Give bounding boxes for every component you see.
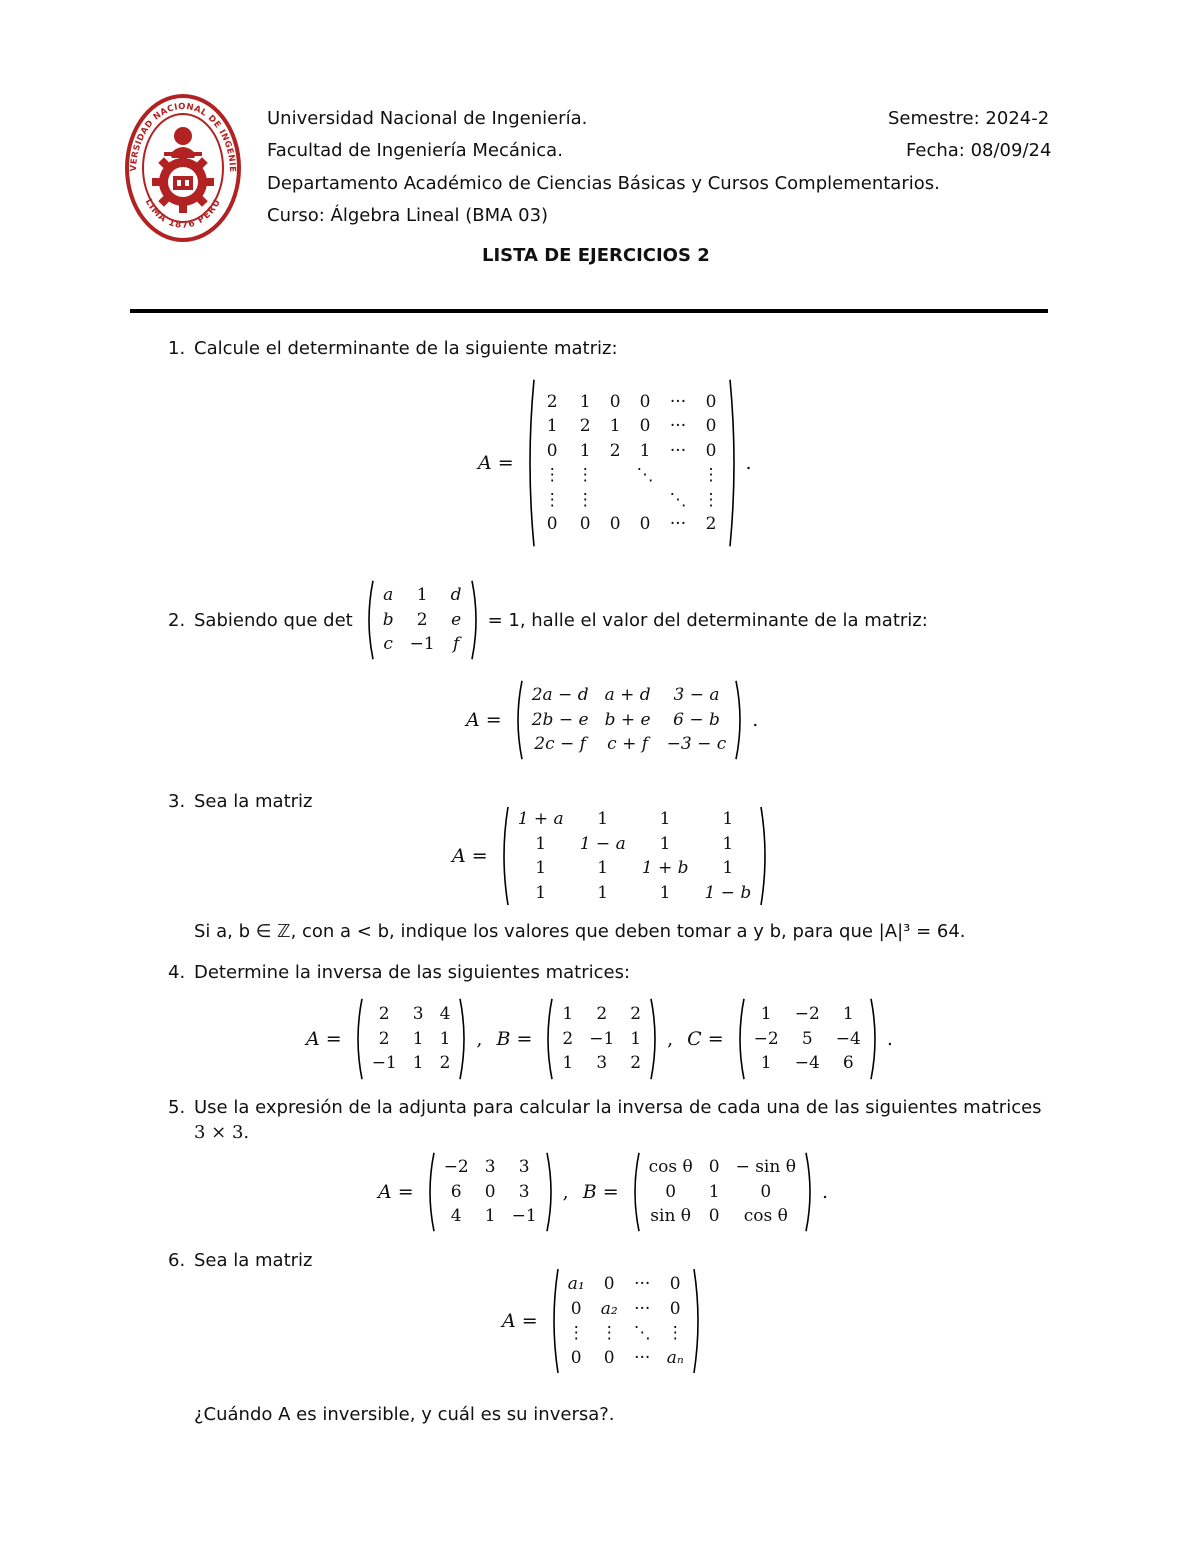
problem-4-text: Determine la inversa de las siguientes matrices: bbox=[194, 962, 631, 983]
matrix-period: . bbox=[821, 1181, 829, 1203]
matrix-label: A = bbox=[452, 845, 488, 867]
matrix-cell bbox=[662, 463, 695, 488]
matrix-cell: 1 bbox=[722, 833, 734, 854]
matrix-cell: ⋮ bbox=[567, 1323, 585, 1343]
matrix-cell: 1 bbox=[597, 882, 609, 903]
matrix-cell: 2 bbox=[378, 1028, 390, 1049]
matrix-cell: ··· bbox=[669, 514, 687, 534]
matrix-b-grid bbox=[554, 1002, 649, 1076]
matrix-c-grid bbox=[746, 1002, 869, 1076]
problem-6-matrix bbox=[502, 1268, 704, 1374]
matrix-cell: 1 bbox=[562, 1053, 574, 1074]
matrix-cell: ··· bbox=[634, 1274, 651, 1294]
matrix-cell: 0 bbox=[579, 514, 591, 534]
det-matrix-grid bbox=[375, 583, 470, 657]
matrix-cell: 1 bbox=[579, 440, 591, 461]
matrix-cell: 1 bbox=[412, 1053, 424, 1074]
matrix-a-grid bbox=[436, 1155, 545, 1229]
separator: , bbox=[667, 1028, 674, 1050]
problem-1-number: 1. bbox=[168, 338, 186, 359]
matrix-cell: −1 bbox=[589, 1028, 615, 1049]
right-paren bbox=[458, 998, 470, 1080]
matrix-cell: ⋮ bbox=[666, 1323, 684, 1343]
problem-6-number: 6. bbox=[168, 1250, 186, 1271]
matrix-cell: 3 − a bbox=[673, 685, 720, 706]
problem-5-number: 5. bbox=[168, 1097, 186, 1118]
right-paren bbox=[804, 1152, 816, 1232]
matrix-cell: 0 bbox=[639, 391, 651, 412]
right-paren bbox=[470, 580, 482, 660]
matrix-cell: 2 bbox=[439, 1053, 451, 1074]
matrix-cell: 2 bbox=[630, 1053, 642, 1074]
matrix-cell: 0 bbox=[669, 1274, 681, 1294]
problem-4-matrices bbox=[306, 998, 893, 1080]
matrix-cell: 0 bbox=[570, 1347, 582, 1368]
problem-2-text-after: = 1, halle el valor del determinante de la matriz: bbox=[487, 609, 928, 631]
matrix-cell: 1 bbox=[659, 809, 671, 829]
matrix-cell: 1 bbox=[659, 833, 671, 854]
separator: , bbox=[562, 1181, 569, 1203]
matrix-cell: 1 bbox=[439, 1028, 451, 1049]
matrix-cell: b bbox=[382, 609, 394, 630]
left-paren bbox=[524, 378, 536, 548]
matrix-cell: ⋱ bbox=[633, 1323, 651, 1343]
problem-3-question: Si a, b ∈ ℤ, con a < b, indique los valores que deben tomar a y b, para que |A|³ = 64. bbox=[194, 921, 966, 942]
matrix-b-label: B = bbox=[582, 1181, 619, 1203]
problem-3-matrix bbox=[452, 806, 771, 906]
matrix-cell: −1 bbox=[511, 1206, 537, 1227]
problem-3-text: Sea la matriz bbox=[194, 791, 313, 812]
semester: Semestre: 2024-2 bbox=[888, 108, 1050, 129]
header-divider bbox=[130, 309, 1048, 313]
matrix-cell: 1 bbox=[722, 809, 734, 829]
matrix-cell: 1 bbox=[842, 1004, 854, 1025]
problem-2-text-before: Sabiendo que det bbox=[194, 609, 353, 631]
matrix-grid bbox=[536, 390, 728, 537]
matrix-cell: ··· bbox=[669, 416, 687, 436]
matrix-cell: 0 bbox=[484, 1181, 496, 1202]
matrix-cell: aₙ bbox=[666, 1347, 684, 1368]
matrix-cell: 2c − f bbox=[534, 734, 586, 755]
matrix-cell: 0 bbox=[609, 391, 621, 412]
matrix-cell: 0 bbox=[603, 1274, 615, 1294]
right-paren bbox=[728, 378, 740, 548]
matrix-cell: 4 bbox=[439, 1004, 451, 1025]
matrix-cell: 1 bbox=[722, 858, 734, 878]
matrix-cell: 2 bbox=[705, 514, 717, 534]
matrix-cell: 1 bbox=[562, 1004, 574, 1025]
faculty-name: Facultad de Ingeniería Mecánica. bbox=[267, 140, 563, 161]
left-paren bbox=[734, 998, 746, 1080]
matrix-cell: 1 bbox=[609, 416, 621, 436]
matrix-cell: −2 bbox=[794, 1004, 820, 1025]
matrix-cell: c bbox=[383, 634, 393, 655]
matrix-cell: cos θ bbox=[648, 1157, 693, 1178]
matrix-cell: b + e bbox=[604, 709, 651, 730]
matrix-cell: 2 bbox=[630, 1004, 642, 1025]
matrix-cell: 0 bbox=[546, 514, 558, 534]
matrix-cell: 1 bbox=[484, 1206, 496, 1227]
date: Fecha: 08/09/24 bbox=[906, 140, 1052, 161]
problem-4-number: 4. bbox=[168, 962, 186, 983]
matrix-cell: 3 bbox=[518, 1157, 530, 1178]
left-paren bbox=[424, 1152, 436, 1232]
matrix-cell: 0 bbox=[705, 391, 717, 412]
left-paren bbox=[542, 998, 554, 1080]
matrix-cell: a₂ bbox=[600, 1298, 618, 1319]
matrix-cell bbox=[602, 488, 629, 513]
matrix-cell: 0 bbox=[669, 1298, 681, 1319]
matrix-cell: 1 − b bbox=[704, 882, 752, 903]
matrix-cell: 1 bbox=[535, 858, 547, 878]
problem-5-text-line1: Use la expresión de la adjunta para calcular la inversa de cada una de las siguientes matrices bbox=[194, 1097, 1042, 1118]
matrix-cell: 2a − d bbox=[531, 685, 589, 706]
matrix-cell: 1 bbox=[760, 1004, 772, 1025]
matrix-cell: ⋮ bbox=[543, 465, 561, 485]
left-paren bbox=[352, 998, 364, 1080]
problem-6-text: Sea la matriz bbox=[194, 1250, 313, 1271]
matrix-cell: 1 + a bbox=[517, 809, 564, 829]
left-paren bbox=[629, 1152, 641, 1232]
matrix-cell: 0 bbox=[570, 1298, 582, 1319]
matrix-cell: 6 bbox=[842, 1053, 854, 1074]
matrix-cell: −4 bbox=[835, 1028, 861, 1049]
matrix-cell: − sin θ bbox=[735, 1157, 796, 1178]
matrix-cell: 1 bbox=[535, 833, 547, 854]
matrix-cell: cos θ bbox=[743, 1206, 788, 1227]
matrix-cell: −1 bbox=[409, 634, 435, 655]
matrix-grid bbox=[510, 807, 760, 905]
matrix-cell: 2 bbox=[596, 1004, 608, 1025]
matrix-b-label: B = bbox=[496, 1028, 533, 1050]
matrix-cell: 3 bbox=[596, 1053, 608, 1074]
matrix-period: . bbox=[745, 452, 752, 474]
matrix-cell: 0 bbox=[708, 1157, 720, 1178]
matrix-cell: −4 bbox=[794, 1053, 820, 1074]
department-name: Departamento Académico de Ciencias Básicas y Cursos Complementarios. bbox=[267, 173, 940, 194]
matrix-cell: −1 bbox=[371, 1053, 397, 1074]
matrix-cell: ⋮ bbox=[600, 1323, 618, 1343]
matrix-cell: 1 bbox=[597, 858, 609, 878]
matrix-cell: 0 bbox=[639, 514, 651, 534]
matrix-cell: 2 bbox=[579, 416, 591, 436]
matrix-cell: ⋮ bbox=[576, 465, 594, 485]
matrix-a-label: A = bbox=[378, 1181, 414, 1203]
matrix-cell: ··· bbox=[634, 1347, 651, 1368]
matrix-a-label: A = bbox=[306, 1028, 342, 1050]
matrix-b-grid bbox=[641, 1155, 804, 1229]
matrix-cell: a bbox=[383, 585, 394, 606]
matrix-cell: 1 bbox=[535, 882, 547, 903]
matrix-cell: c + f bbox=[607, 734, 649, 755]
matrix-cell: ··· bbox=[669, 391, 687, 412]
matrix-cell bbox=[629, 488, 662, 513]
university-name: Universidad Nacional de Ingeniería. bbox=[267, 108, 588, 129]
matrix-period: . bbox=[886, 1028, 893, 1050]
matrix-cell: ··· bbox=[634, 1298, 651, 1319]
page-title: LISTA DE EJERCICIOS 2 bbox=[482, 245, 710, 266]
matrix-c-label: C = bbox=[687, 1028, 724, 1050]
matrix-cell: ⋮ bbox=[543, 489, 561, 510]
matrix-cell: 1 bbox=[659, 882, 671, 903]
matrix-cell: 0 bbox=[609, 514, 621, 534]
matrix-label: A = bbox=[478, 452, 514, 474]
matrix-cell: ··· bbox=[669, 440, 687, 461]
matrix-cell: 1 bbox=[760, 1053, 772, 1074]
matrix-grid bbox=[560, 1272, 692, 1370]
left-paren bbox=[498, 806, 510, 906]
matrix-cell: 1 − a bbox=[579, 833, 626, 854]
matrix-cell: 0 bbox=[546, 440, 558, 461]
matrix-cell: d bbox=[450, 585, 462, 606]
right-paren bbox=[649, 998, 661, 1080]
matrix-cell: ⋮ bbox=[702, 489, 720, 510]
matrix-cell: 3 bbox=[484, 1157, 496, 1178]
matrix-a-grid bbox=[364, 1002, 459, 1076]
problem-1-matrix bbox=[478, 378, 752, 548]
matrix-label: A = bbox=[466, 709, 502, 731]
problem-5-matrices bbox=[378, 1152, 828, 1232]
matrix-cell: 1 bbox=[579, 391, 591, 412]
matrix-cell: 5 bbox=[801, 1028, 813, 1049]
left-paren bbox=[363, 580, 375, 660]
matrix-cell: 3 bbox=[518, 1181, 530, 1202]
matrix-cell: 2b − e bbox=[531, 709, 589, 730]
matrix-cell: 2 bbox=[609, 440, 621, 461]
matrix-cell: 2 bbox=[378, 1004, 390, 1025]
matrix-cell: 1 bbox=[630, 1028, 642, 1049]
matrix-cell: 4 bbox=[450, 1206, 462, 1227]
problem-5-text-line2: 3 × 3. bbox=[194, 1122, 250, 1143]
matrix-cell: ⋮ bbox=[702, 465, 720, 485]
matrix-cell: ⋱ bbox=[669, 489, 687, 510]
matrix-cell bbox=[602, 463, 629, 488]
problem-2-number: 2. bbox=[168, 610, 186, 631]
left-paren bbox=[548, 1268, 560, 1374]
matrix-cell: −3 − c bbox=[666, 734, 727, 755]
matrix-cell: 1 bbox=[708, 1181, 720, 1202]
matrix-cell: 2 bbox=[562, 1028, 574, 1049]
problem-1-text: Calcule el determinante de la siguiente matriz: bbox=[194, 338, 618, 359]
matrix-grid bbox=[524, 683, 735, 757]
matrix-cell: 0 bbox=[639, 416, 651, 436]
matrix-cell: 1 + b bbox=[641, 858, 689, 878]
matrix-cell: e bbox=[451, 609, 462, 630]
matrix-label: A = bbox=[502, 1310, 538, 1332]
matrix-cell: 2 bbox=[416, 609, 428, 630]
problem-6-question: ¿Cuándo A es inversible, y cuál es su inversa?. bbox=[194, 1404, 615, 1425]
matrix-period: . bbox=[752, 709, 759, 731]
matrix-cell: ⋱ bbox=[636, 465, 654, 485]
svg-text:LIMA 1876 PERU: LIMA 1876 PERU bbox=[142, 197, 224, 231]
right-paren bbox=[869, 998, 881, 1080]
matrix-cell: 1 bbox=[639, 440, 651, 461]
svg-text:UNIVERSIDAD NACIONAL DE INGENI: VERSIDAD NACIONAL DE INGENIE bbox=[128, 101, 238, 173]
left-paren bbox=[512, 680, 524, 760]
separator: , bbox=[476, 1028, 483, 1050]
matrix-cell: 0 bbox=[705, 416, 717, 436]
matrix-cell: 0 bbox=[705, 440, 717, 461]
matrix-cell: −2 bbox=[443, 1157, 469, 1178]
matrix-cell: ⋮ bbox=[576, 489, 594, 510]
matrix-cell: a₁ bbox=[567, 1274, 585, 1294]
right-paren bbox=[692, 1268, 704, 1374]
course-name: Curso: Álgebra Lineal (BMA 03) bbox=[267, 205, 549, 226]
problem-2-matrix bbox=[466, 680, 758, 760]
university-seal-logo bbox=[124, 92, 242, 244]
matrix-cell: 0 bbox=[760, 1181, 772, 1202]
matrix-cell: 0 bbox=[708, 1206, 720, 1227]
matrix-cell: sin θ bbox=[650, 1206, 692, 1227]
matrix-cell: f bbox=[452, 634, 460, 655]
matrix-cell: 3 bbox=[412, 1004, 424, 1025]
right-paren bbox=[734, 680, 746, 760]
matrix-cell: 6 − b bbox=[673, 709, 720, 730]
right-paren bbox=[545, 1152, 557, 1232]
matrix-cell: −2 bbox=[753, 1028, 779, 1049]
right-paren bbox=[759, 806, 771, 906]
problem-3-number: 3. bbox=[168, 791, 186, 812]
matrix-cell: 2 bbox=[546, 391, 558, 412]
matrix-cell: 1 bbox=[416, 585, 428, 606]
matrix-cell: 0 bbox=[665, 1181, 677, 1202]
matrix-cell: a + d bbox=[604, 685, 651, 706]
matrix-cell: 1 bbox=[412, 1028, 424, 1049]
problem-2-statement bbox=[194, 580, 928, 660]
matrix-cell: 1 bbox=[546, 416, 558, 436]
matrix-cell: 0 bbox=[603, 1347, 615, 1368]
matrix-cell: 1 bbox=[597, 809, 609, 829]
matrix-cell: 6 bbox=[450, 1181, 462, 1202]
